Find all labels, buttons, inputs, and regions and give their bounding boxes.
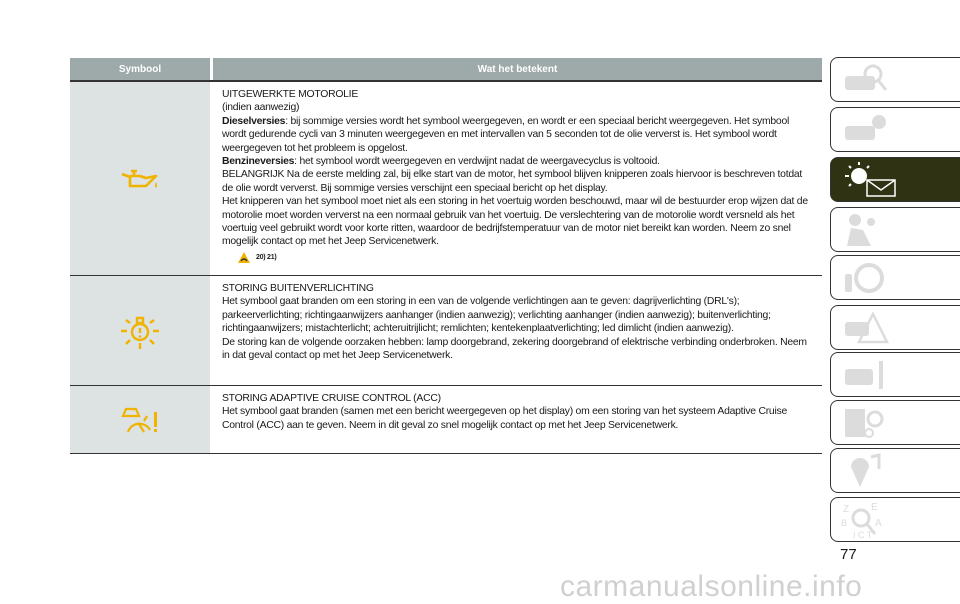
important-paragraph: BELANGRIJK Na de eerste melding zal, bij elke start van de motor, het symbool blijven knipperen zoals hiervoor is beschreven totdat de olie wordt ververst. Bij sommige versies verschijnt een speciaal bericht op het display. [222, 169, 803, 194]
tab-multimedia[interactable] [830, 448, 960, 493]
table-row [70, 276, 822, 386]
row-title: UITGEWERKTE MOTOROLIE [222, 89, 358, 100]
watermark: carmanualsonline.info [560, 570, 863, 603]
warning-triangle-icon [238, 252, 250, 263]
petrol-paragraph [222, 155, 814, 168]
tab-car-service[interactable] [830, 352, 960, 397]
svg-text:E: E [871, 501, 878, 513]
warning-references [238, 251, 814, 264]
key-steering-icon [841, 260, 891, 296]
tab-car-info[interactable] [830, 107, 960, 152]
table-row [70, 386, 822, 454]
oil-can-icon [70, 82, 213, 275]
car-wrench-icon [841, 357, 891, 393]
svg-text:B: B [841, 517, 848, 528]
row-title: STORING BUITENVERLICHTING [222, 283, 374, 294]
svg-text:A: A [875, 517, 882, 529]
header-symbol: Symbool [70, 58, 213, 80]
header-meaning: Wat het betekent [477, 63, 558, 75]
document-gear-icon [841, 405, 891, 441]
page-number: 77 [840, 546, 857, 563]
reference-links[interactable]: 20) 21) [256, 253, 277, 261]
diesel-text: : bij sommige versies wordt het symbool weergegeven, en wordt er een speciaal bericht weergegeven. Het symbool wordt gedurende cycli van 3 minuten weergegeven en met intervallen van 5 seconden tot de olie ververst is. Het symbool wordt weergegeven tot het probleem is opgelost. [222, 115, 790, 154]
row-subtitle: (indien aanwezig) [222, 102, 300, 114]
petrol-text: : het symbool wordt weergegeven en verdwijnt nadat de weergavecyclus is voltooid. [294, 156, 660, 168]
airbag-icon [841, 212, 891, 248]
exterior-light-failure-icon [70, 276, 213, 385]
row-title: STORING ADAPTIVE CRUISE CONTROL (ACC) [222, 393, 441, 404]
warning-lights-table [70, 58, 822, 454]
diesel-label: Dieselversies [222, 115, 286, 127]
car-search-icon [841, 62, 891, 98]
tab-airbag-safety[interactable] [830, 207, 960, 252]
tab-warning-lights[interactable] [830, 157, 960, 202]
emergency-icon [841, 310, 891, 346]
alphabet-search-icon [841, 500, 891, 540]
row-paragraph: Het symbool gaat branden (samen met een bericht weergegeven op het display) om een storing van het systeem Adaptive Cruise Control (ACC) aan te geven. Neem in dit geval zo snel mogelijk contact op met het Jeep Servicenetwerk. [222, 406, 787, 431]
table-row [70, 82, 822, 276]
car-info-icon [841, 112, 891, 148]
svg-text:I C T: I C T [853, 529, 873, 540]
acc-failure-icon [70, 386, 213, 453]
warning-light-message-icon [841, 160, 901, 200]
multimedia-icon [841, 453, 891, 489]
row-paragraph: De storing kan de volgende oorzaken hebben: lamp doorgebrand, zekering doorgebrand of elektrische verbinding onderbroken. Neem in dat geval contact op met het Jeep Servicenetwerk. [222, 336, 807, 362]
table-header [70, 58, 822, 82]
row-paragraph: Het symbool gaat branden om een storing in een van de volgende verlichtingen aan te geven: dagrijverlichting (DRL's); parkeerverlichting; richtingaanwijzers aanhanger (indien aanwezig); verlichting aanhanger (indien aanwezig); buitenverlichting; richtingaanwijzers; mistachterlicht; achteruitrijlicht; remlichten; kentekenplaatverlichting; led dimlicht (indien aanwezig). [222, 296, 771, 335]
petrol-label: Benzineversies [222, 156, 295, 168]
tab-car-search[interactable] [830, 57, 960, 102]
tab-specs-settings[interactable] [830, 400, 960, 445]
tab-index[interactable] [830, 497, 960, 542]
diesel-paragraph [222, 115, 814, 155]
tab-key-steering[interactable] [830, 255, 960, 300]
tab-emergency[interactable] [830, 305, 960, 350]
body-paragraph: Het knipperen van het symbool moet niet als een storing in het voertuig worden beschouwd, maar wil de bestuurder erop wijzen dat de motorolie moet worden ververst na een normaal gebruik van het voertuig. De verslechtering van de motorolie wordt versneld als het voertuig veel gebruikt wordt voor korte ritten, waardoor de bedrijfstemperatuur van de motor niet bereikt kan worden. Neem zo snel mogelijk contact op met het Jeep Servicenetwerk. [222, 196, 808, 248]
svg-text:Z: Z [843, 503, 850, 515]
